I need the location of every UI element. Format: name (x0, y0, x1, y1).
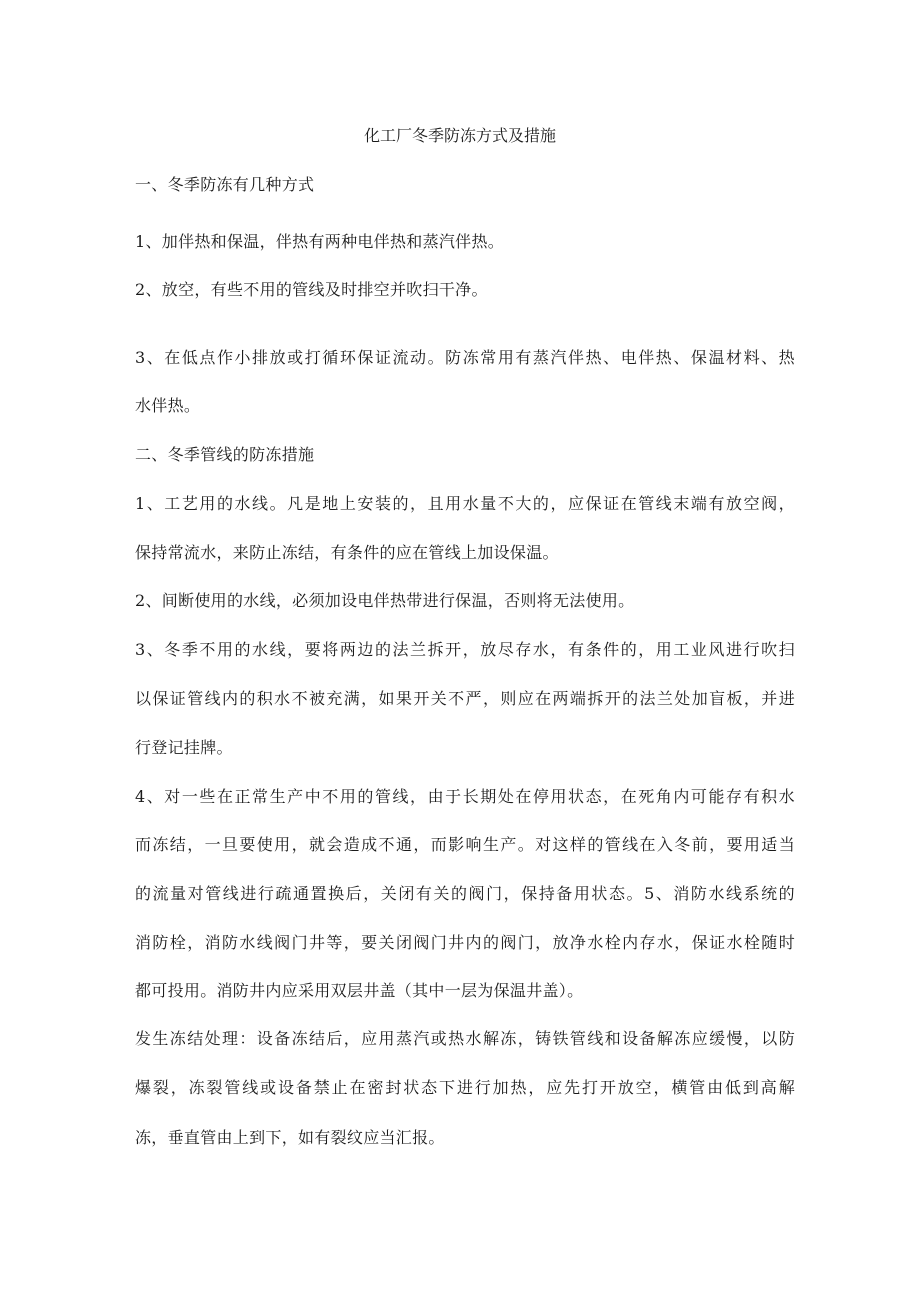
thaw-paragraph-line2: 爆裂，冻裂管线或设备禁止在密封状态下进行加热，应先打开放空，横管由低到高解 (135, 1078, 795, 1097)
section1-item1: 1、加伴热和保温，伴热有两种电伴热和蒸汽伴热。 (135, 232, 505, 251)
section2-item1-line2: 保持常流水，来防止冻结，有条件的应在管线上加设保温。 (135, 543, 559, 562)
section2-item4-line4: 消防栓，消防水线阀门井等，要关闭阀门井内的阀门，放净水栓内存水，保证水栓随时 (135, 933, 795, 952)
section2-item4-line3: 的流量对管线进行疏通置换后，关闭有关的阀门，保持备用状态。5、消防水线系统的 (135, 884, 795, 903)
section1-item3-line1: 3、在低点作小排放或打循环保证流动。防冻常用有蒸汽伴热、电伴热、保温材料、热 (135, 348, 795, 367)
section2-item2: 2、间断使用的水线，必须加设电伴热带进行保温，否则将无法使用。 (135, 591, 635, 610)
section2-heading: 二、冬季管线的防冻措施 (135, 445, 315, 464)
section2-item4-line1: 4、对一些在正常生产中不用的管线，由于长期处在停用状态，在死角内可能存有积水 (135, 787, 795, 806)
section2-item3-line2: 以保证管线内的积水不被充满，如果开关不严，则应在两端拆开的法兰处加盲板，并进 (135, 689, 795, 708)
section2-item3-line1: 3、冬季不用的水线，要将两边的法兰拆开，放尽存水，有条件的，用工业风进行吹扫 (135, 640, 795, 659)
thaw-paragraph-line3: 冻，垂直管由上到下，如有裂纹应当汇报。 (135, 1128, 445, 1147)
document-title: 化工厂冬季防冻方式及措施 (363, 126, 556, 145)
section1-item3-line2: 水伴热。 (135, 396, 201, 415)
thaw-paragraph-line1: 发生冻结处理：设备冻结后，应用蒸汽或热水解冻，铸铁管线和设备解冻应缓慢，以防 (135, 1029, 795, 1048)
section1-heading: 一、冬季防冻有几种方式 (135, 175, 315, 194)
section2-item4-line5: 都可投用。消防井内应采用双层井盖（其中一层为保温井盖）。 (135, 981, 584, 1000)
section1-item2: 2、放空，有些不用的管线及时排空并吹扫干净。 (135, 280, 488, 299)
section2-item3-line3: 行登记挂牌。 (135, 738, 233, 757)
section2-item1-line1: 1、工艺用的水线。凡是地上安装的，且用水量不大的，应保证在管线末端有放空阀， (135, 494, 795, 513)
section2-item4-line2: 而冻结，一旦要使用，就会造成不通，而影响生产。对这样的管线在入冬前，要用适当 (135, 835, 795, 854)
